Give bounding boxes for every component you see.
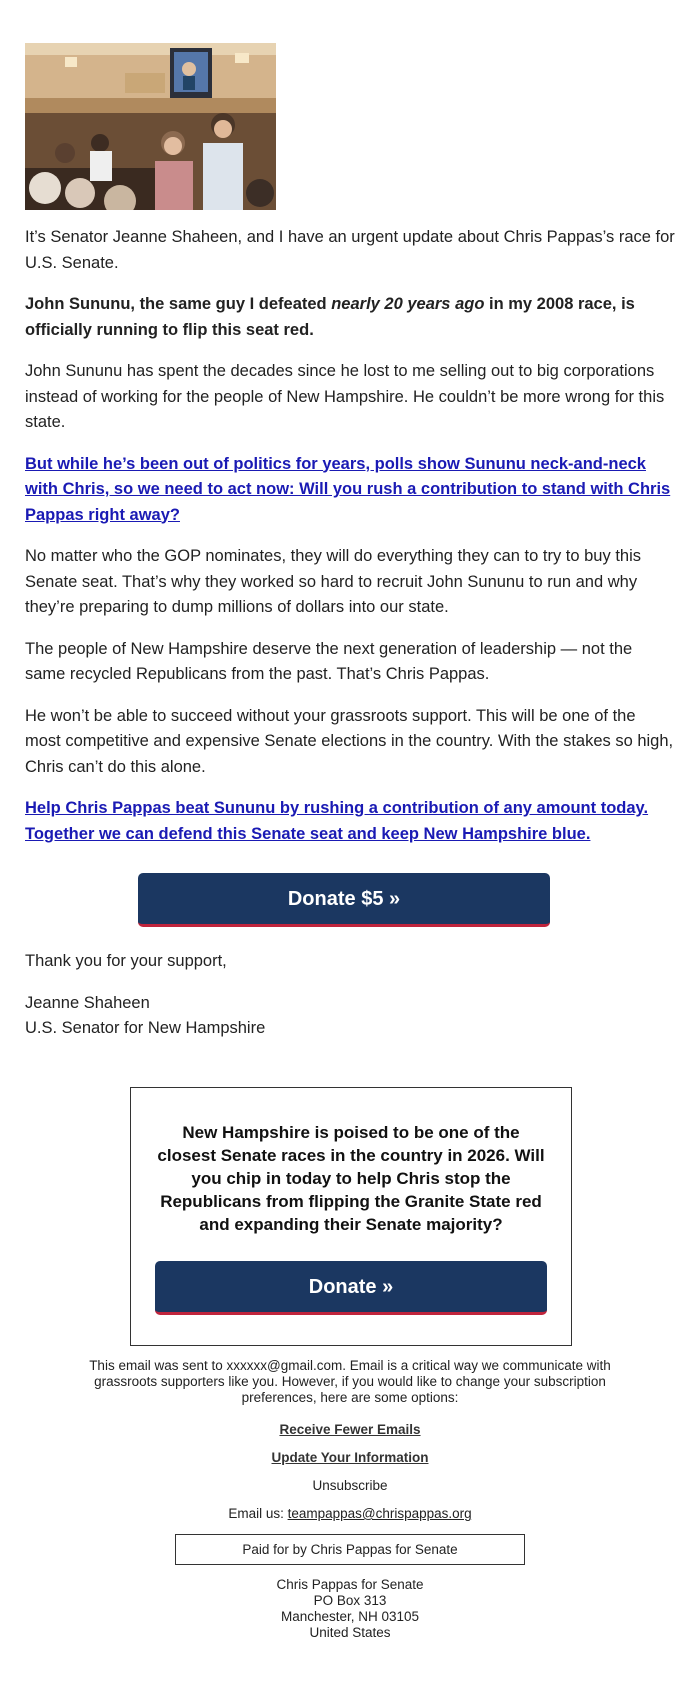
signature-name: Jeanne Shaheen [25, 993, 150, 1012]
email-body [25, 225, 675, 1042]
donate-5-button[interactable]: Donate $5 » [138, 873, 550, 927]
email-line [0, 1506, 700, 1522]
unsubscribe-link[interactable]: Unsubscribe [312, 1478, 388, 1493]
bold-italic-phrase: nearly 20 years ago [331, 295, 485, 313]
mailing-address [0, 1577, 700, 1641]
sununu-paragraph: John Sununu has spent the decades since he lost to me selling out to big corporations instead of working for the people of New Hampshire. He couldn’t be more wrong for this state. [25, 362, 665, 431]
signature-title: U.S. Senator for New Hampshire [25, 1019, 266, 1037]
receive-fewer-emails-link[interactable]: Receive Fewer Emails [279, 1422, 421, 1437]
sununu-bold-paragraph [25, 292, 675, 343]
bold-part-2: in my 2008 race, is officially running to flip this seat red. [25, 295, 635, 339]
link-paragraph-2 [25, 796, 675, 847]
campaign-event-image [25, 43, 276, 210]
bold-part-1: John Sununu, the same guy I defeated [25, 295, 332, 313]
people-paragraph: The people of New Hampshire deserve the next generation of leadership — not the same recycled Republicans from the past. That’s Chris Pappas. [25, 639, 633, 683]
thanks-text: Thank you for your support, [25, 952, 227, 970]
footer-intro: This email was sent to xxxxxx@gmail.com. Email is a critical way we communicate with grassroots supporters like you. However, if you would like to change your subscription preferences, here are some options: [89, 1358, 611, 1405]
email-prefix: Email us: [228, 1506, 288, 1521]
contribution-link-2[interactable]: Help Chris Pappas beat Sununu by rushing a contribution of any amount today. Together we can defend this Senate seat and keep New Hampshire blue. [25, 799, 649, 843]
paid-for-by-box: Paid for by Chris Pappas for Senate [175, 1534, 525, 1565]
address-line: PO Box 313 [313, 1593, 387, 1608]
donate-callout-box [130, 1087, 572, 1346]
signature [25, 991, 675, 1042]
link-paragraph-1 [25, 452, 675, 529]
donate-button[interactable]: Donate » [155, 1261, 547, 1315]
gop-paragraph: No matter who the GOP nominates, they will do everything they can to try to buy this Senate seat. That’s why they worked so hard to recruit John Sununu to run and why they’re preparing to dump millions of dollars into our state. [25, 547, 641, 616]
address-line: Manchester, NH 03105 [280, 1609, 420, 1624]
address-line: United States [309, 1625, 391, 1640]
contribution-link-1[interactable]: But while he’s been out of politics for years, polls show Sununu neck-and-neck with Chris, so we need to act now: Will you rush a contribution to stand with Chris Pappas right away? [25, 454, 671, 524]
update-information-link[interactable]: Update Your Information [271, 1450, 429, 1465]
callout-text: New Hampshire is poised to be one of the closest Senate races in the country in 2026. Will you chip in today to help Chris stop the Republicans from flipping the Granite State red and expanding their Senate majority? [157, 1123, 545, 1234]
campaign-photo [25, 43, 276, 210]
address-line: Chris Pappas for Senate [276, 1577, 424, 1592]
contact-email-link[interactable]: teampappas@chrispappas.org [287, 1506, 472, 1521]
footer [0, 1358, 700, 1641]
intro-paragraph: It’s Senator Jeanne Shaheen, and I have an urgent update about Chris Pappas’s race for U.S. Senate. [25, 228, 675, 272]
support-paragraph: He won’t be able to succeed without your grassroots support. This will be one of the most competitive and expensive Senate elections in the country. With the stakes so high, Chris can’t do this alone. [25, 706, 674, 776]
